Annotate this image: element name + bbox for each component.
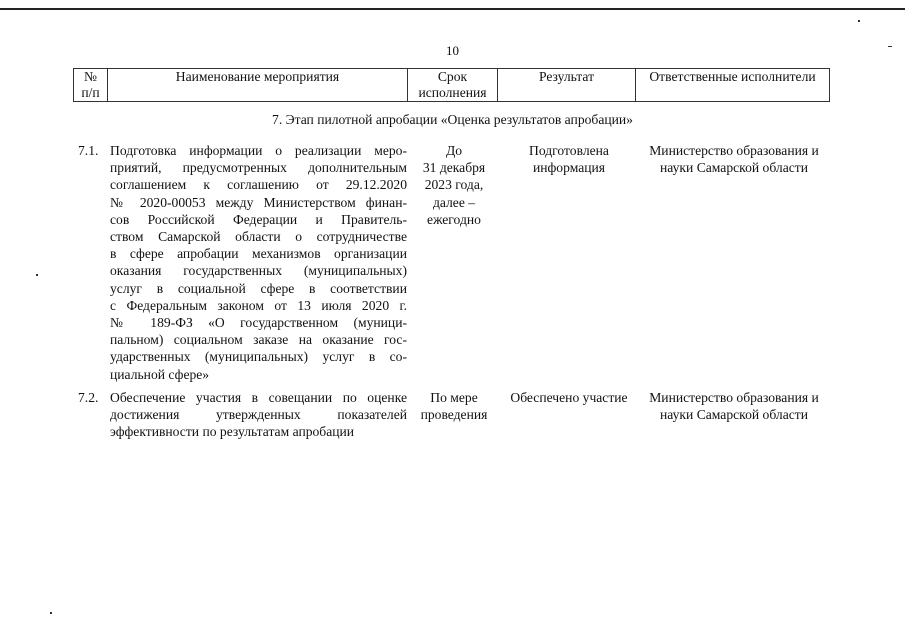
term-line: далее – xyxy=(432,194,476,210)
name-line: приятий, предусмотренных дополнительным xyxy=(110,160,407,176)
name-line: № 189-ФЗ «О государственном (муници- xyxy=(110,315,407,331)
name-line: циальной сфере» xyxy=(110,366,210,382)
term-line: По мере xyxy=(430,390,478,405)
name-line: услуг в социальной сфере в соответствии xyxy=(110,280,407,296)
table-header xyxy=(73,68,830,102)
row-name xyxy=(110,389,407,441)
scan-speck xyxy=(50,612,52,614)
row-result xyxy=(500,142,638,176)
header-term xyxy=(408,69,498,102)
top-border-line xyxy=(0,8,905,10)
term-line: 2023 года, xyxy=(424,177,484,193)
header-num-line1: № xyxy=(84,69,97,84)
name-line: пальном) социальном заказе на оказание гос- xyxy=(110,332,407,348)
name-line: эффективности по результатам апробации xyxy=(110,424,355,440)
term-line: проведения xyxy=(420,407,488,423)
header-name: Наименование мероприятия xyxy=(108,69,408,102)
row-responsible xyxy=(636,142,832,176)
term-line: ежегодно xyxy=(427,211,481,227)
term-line: До xyxy=(445,143,463,158)
row-number: 7.2. xyxy=(78,390,99,405)
row-name xyxy=(110,142,407,383)
row-term xyxy=(409,389,499,423)
row-term xyxy=(409,142,499,228)
responsible-line: науки Самарской области xyxy=(660,407,808,423)
name-line: достижения утвержденных показателей xyxy=(110,407,407,423)
header-term-line2: исполнения xyxy=(418,85,487,100)
header-result: Результат xyxy=(498,69,636,102)
name-line: сов Российской Федерации и Правитель- xyxy=(110,211,407,227)
scan-speck xyxy=(36,274,38,276)
responsible-line: науки Самарской области xyxy=(660,160,808,176)
name-line: Подготовка информации о реализации меро- xyxy=(110,143,407,158)
header-num xyxy=(74,69,108,102)
header-responsible: Ответственные исполнители xyxy=(636,69,830,102)
name-line: в сфере апробации механизмов организации xyxy=(110,246,407,262)
header-term-line1: Срок xyxy=(437,69,468,84)
name-line: оказания государственных (муниципальных) xyxy=(110,263,407,279)
section-title: 7. Этап пилотной апробации «Оценка результатов апробации» xyxy=(272,112,633,127)
row-responsible xyxy=(636,389,832,423)
term-line: 31 декабря xyxy=(422,160,486,176)
result-line: информация xyxy=(532,160,606,176)
result-line: Подготовлена xyxy=(529,143,609,158)
name-line: соглашением к соглашению от 29.12.2020 xyxy=(110,177,407,193)
responsible-line: Министерство образования и xyxy=(649,390,819,405)
header-num-line2: п/п xyxy=(81,85,100,100)
result-line: Обеспечено участие xyxy=(510,390,628,405)
name-line: с Федеральным законом от 13 июля 2020 г. xyxy=(110,297,407,313)
name-line: № 2020-00053 между Министерством финан- xyxy=(110,194,407,210)
page-number: 10 xyxy=(446,43,459,58)
scan-speck xyxy=(858,20,860,22)
scan-speck xyxy=(888,46,892,47)
row-result xyxy=(500,389,638,406)
row-number: 7.1. xyxy=(78,143,99,158)
responsible-line: Министерство образования и xyxy=(649,143,819,158)
name-line: ударственных (муниципальных) услуг в со- xyxy=(110,349,407,365)
name-line: ством Самарской области о сотрудничестве xyxy=(110,229,407,245)
name-line: Обеспечение участия в совещании по оценке xyxy=(110,390,407,405)
